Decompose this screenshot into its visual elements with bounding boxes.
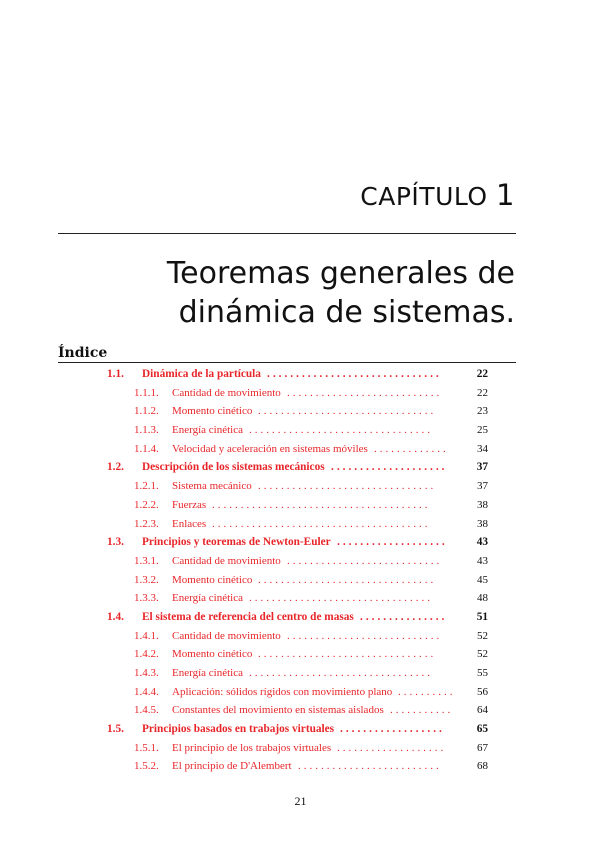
chapter-rule bbox=[58, 233, 516, 234]
toc-leader-dots: ................................ bbox=[249, 424, 433, 437]
toc-entry-page: 68 bbox=[477, 760, 488, 773]
chapter-number: 1 bbox=[496, 178, 515, 212]
toc-section-entry[interactable] bbox=[0, 365, 601, 384]
toc-entry-page: 52 bbox=[477, 629, 488, 642]
toc-subsection-entry[interactable] bbox=[0, 701, 601, 720]
toc-entry-number: 1.2.2. bbox=[134, 498, 159, 511]
page-number: 21 bbox=[294, 794, 307, 808]
toc-entry-page: 52 bbox=[477, 648, 488, 661]
toc-entry-page: 37 bbox=[476, 461, 488, 474]
toc-entry-title[interactable]: Descripción de los sistemas mecánicos bbox=[142, 461, 325, 474]
chapter-title bbox=[55, 254, 515, 332]
toc-section-entry[interactable] bbox=[0, 533, 601, 552]
toc-entry-title[interactable]: Energía cinética bbox=[172, 592, 243, 605]
toc-leader-dots: ............... bbox=[360, 610, 448, 623]
toc-entry-title[interactable]: Constantes del movimiento en sistemas aislados bbox=[172, 704, 384, 717]
toc-leader-dots: ................... bbox=[337, 536, 448, 549]
toc-subsection-entry[interactable] bbox=[0, 664, 601, 683]
toc-entry-title[interactable]: Energía cinética bbox=[172, 667, 243, 679]
toc-entry-number: 1.5.1. bbox=[134, 741, 159, 754]
toc-entry-title[interactable]: Momento cinético bbox=[172, 405, 253, 418]
toc-leader-dots: ............................... bbox=[258, 405, 437, 418]
toc-section-entry[interactable] bbox=[0, 608, 601, 627]
toc-entry-title[interactable]: El sistema de referencia del centro de masas bbox=[142, 610, 354, 623]
toc-entry-title[interactable]: Energía cinética bbox=[172, 424, 243, 437]
toc-leader-dots: ........................... bbox=[287, 554, 443, 567]
toc-entry-number: 1.3. bbox=[107, 536, 124, 549]
toc-entry-page: 51 bbox=[476, 610, 488, 623]
toc-entry-page: 22 bbox=[477, 386, 488, 399]
toc-entry-number: 1.5.2. bbox=[134, 760, 159, 773]
toc-entry-page: 48 bbox=[477, 592, 488, 605]
toc-entry-title[interactable]: Cantidad de movimiento bbox=[172, 629, 281, 642]
toc-entry-page: 45 bbox=[477, 573, 488, 586]
toc-leader-dots: ........................... bbox=[287, 629, 443, 642]
toc-entry-number: 1.4.3. bbox=[134, 667, 159, 679]
toc-entry-page: 56 bbox=[477, 685, 488, 698]
toc-entry-title[interactable]: Cantidad de movimiento bbox=[172, 386, 281, 399]
toc-entry-number: 1.4. bbox=[107, 610, 124, 623]
toc-entry-number: 1.2.1. bbox=[134, 480, 159, 493]
toc-entry-page: 22 bbox=[476, 368, 488, 380]
toc-entry-page: 38 bbox=[477, 517, 488, 530]
toc-entry-title[interactable]: Aplicación: sólidos rígidos con movimiento plano bbox=[172, 685, 393, 698]
chapter-word: CAPÍTULO bbox=[360, 182, 488, 211]
toc-entry-title[interactable]: Principios basados en trabajos virtuales bbox=[142, 723, 335, 736]
toc-section-entry[interactable] bbox=[0, 458, 601, 477]
toc-entry-page: 64 bbox=[477, 704, 488, 717]
toc-leader-dots: ...................................... bbox=[212, 498, 431, 511]
toc-entry-page: 65 bbox=[476, 723, 488, 736]
table-of-contents bbox=[0, 365, 601, 776]
toc-entry-number: 1.5. bbox=[107, 723, 124, 736]
toc-entry-number: 1.3.3. bbox=[134, 592, 159, 605]
toc-entry-number: 1.2.3. bbox=[134, 517, 159, 530]
toc-leader-dots: ......................... bbox=[298, 760, 442, 773]
title-line-1: Teoremas generales de bbox=[166, 256, 515, 291]
toc-entry-number: 1.1.2. bbox=[134, 405, 159, 418]
toc-entry-title[interactable]: El principio de los trabajos virtuales bbox=[172, 741, 332, 754]
toc-subsection-entry[interactable] bbox=[0, 645, 601, 664]
toc-entry-page: 37 bbox=[477, 480, 488, 493]
toc-leader-dots: ................... bbox=[337, 741, 447, 754]
toc-entry-number: 1.1.3. bbox=[134, 424, 159, 437]
toc-entry-number: 1.3.1. bbox=[134, 554, 159, 567]
toc-leader-dots: ............. bbox=[374, 442, 449, 455]
toc-entry-title[interactable]: Momento cinético bbox=[172, 648, 253, 661]
toc-entry-title[interactable]: Enlaces bbox=[172, 517, 207, 530]
toc-leader-dots: ................................ bbox=[249, 592, 433, 605]
toc-leader-dots: ................................ bbox=[249, 667, 433, 679]
toc-subsection-entry[interactable] bbox=[0, 757, 601, 776]
toc-subsection-entry[interactable] bbox=[0, 477, 601, 496]
toc-subsection-entry[interactable] bbox=[0, 384, 601, 403]
index-heading: Índice bbox=[58, 345, 108, 361]
toc-entry-page: 34 bbox=[477, 442, 488, 455]
toc-entry-number: 1.3.2. bbox=[134, 573, 159, 586]
toc-subsection-entry[interactable] bbox=[0, 421, 601, 440]
toc-entry-title[interactable]: Momento cinético bbox=[172, 573, 253, 586]
toc-entry-page: 25 bbox=[477, 424, 488, 437]
toc-entry-title[interactable]: Dinámica de la partícula bbox=[142, 368, 261, 380]
toc-entry-number: 1.4.4. bbox=[134, 685, 159, 698]
toc-subsection-entry[interactable] bbox=[0, 440, 601, 459]
toc-subsection-entry[interactable] bbox=[0, 515, 601, 534]
toc-subsection-entry[interactable] bbox=[0, 589, 601, 608]
toc-entry-number: 1.4.5. bbox=[134, 704, 159, 717]
toc-leader-dots: ...................................... bbox=[212, 517, 431, 530]
toc-leader-dots: .......... bbox=[398, 685, 456, 698]
toc-leader-dots: ........................... bbox=[287, 386, 443, 399]
toc-leader-dots: .................... bbox=[331, 461, 448, 474]
toc-entry-number: 1.1.1. bbox=[134, 386, 159, 399]
toc-entry-page: 67 bbox=[477, 741, 488, 754]
toc-entry-number: 1.2. bbox=[107, 461, 124, 474]
toc-entry-page: 55 bbox=[477, 667, 488, 679]
chapter-label bbox=[360, 178, 515, 212]
toc-leader-dots: ........... bbox=[390, 704, 454, 717]
toc-entry-page: 38 bbox=[477, 498, 488, 511]
toc-entry-page: 43 bbox=[477, 554, 488, 567]
toc-leader-dots: ............................... bbox=[258, 648, 437, 661]
toc-entry-title[interactable]: Cantidad de movimiento bbox=[172, 554, 281, 567]
toc-leader-dots: ............................... bbox=[258, 573, 437, 586]
toc-subsection-entry[interactable] bbox=[0, 571, 601, 590]
toc-subsection-entry[interactable] bbox=[0, 739, 601, 758]
toc-section-entry[interactable] bbox=[0, 720, 601, 739]
toc-entry-title[interactable]: Velocidad y aceleración en sistemas móviles bbox=[172, 442, 368, 455]
toc-entry-number: 1.4.2. bbox=[134, 648, 159, 661]
toc-entry-number: 1.4.1. bbox=[134, 629, 159, 642]
toc-entry-number: 1.1.4. bbox=[134, 442, 159, 455]
toc-subsection-entry[interactable] bbox=[0, 552, 601, 571]
toc-leader-dots: .............................. bbox=[267, 368, 442, 380]
toc-entry-title[interactable]: Sistema mecánico bbox=[172, 480, 252, 493]
toc-entry-title[interactable]: Fuerzas bbox=[172, 498, 207, 511]
toc-leader-dots: ............................... bbox=[258, 480, 437, 493]
toc-subsection-entry[interactable] bbox=[0, 627, 601, 646]
toc-leader-dots: .................. bbox=[340, 723, 445, 736]
toc-entry-title[interactable]: El principio de D'Alembert bbox=[172, 760, 292, 773]
toc-subsection-entry[interactable] bbox=[0, 402, 601, 421]
toc-entry-page: 43 bbox=[476, 536, 488, 549]
toc-entry-number: 1.1. bbox=[107, 368, 124, 380]
index-rule bbox=[58, 362, 516, 363]
title-line-2: dinámica de sistemas. bbox=[178, 295, 515, 330]
toc-entry-title[interactable]: Principios y teoremas de Newton-Euler bbox=[142, 536, 331, 549]
toc-subsection-entry[interactable] bbox=[0, 496, 601, 515]
toc-entry-page: 23 bbox=[477, 405, 488, 418]
toc-subsection-entry[interactable] bbox=[0, 683, 601, 702]
